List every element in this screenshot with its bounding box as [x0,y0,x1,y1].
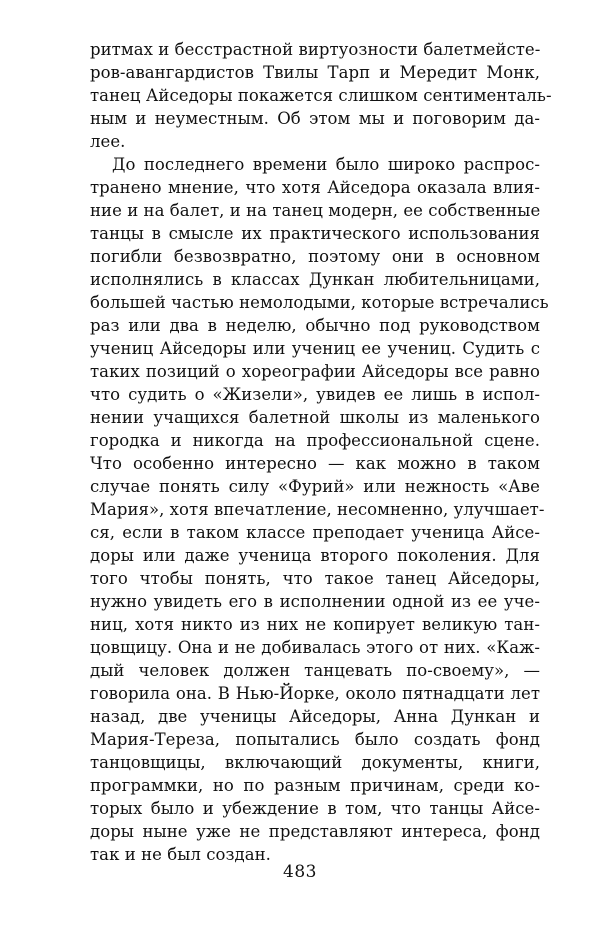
text-line: доры или даже ученица второго поколения. Для [90,546,540,565]
text-line: ся, если в таком классе преподает ученица Айсе- [90,523,540,542]
text-line: говорила она. В Нью-Йорке, около пятнадцати лет [90,684,540,703]
text-line: танцы в смысле их практического использования [90,224,540,243]
text-line: погибли безвозвратно, поэтому они в основном [90,247,540,266]
text-line: дый человек должен танцевать по-своему», — [90,661,540,680]
text-line: случае понять силу «Фурий» или нежность «Аве [90,477,540,496]
text-line: танец Айседоры покажется слишком сентименталь- [90,86,552,105]
text-line: того чтобы понять, что такое танец Айседоры, [90,569,540,588]
text-line: ние и на балет, и на танец модерн, ее собственные [90,201,541,220]
text-line: торых было и убеждение в том, что танцы Айсе- [90,799,540,818]
text-line: назад, две ученицы Айседоры, Анна Дункан и [90,707,540,726]
text-line: Что особенно интересно — как можно в таком [90,454,540,473]
text-line: нужно увидеть его в исполнении одной из ее уче- [90,592,540,611]
text-line: учениц Айседоры или учениц ее учениц. Судить с [90,339,540,358]
text-line: лее. [90,132,126,151]
text-line: доры ныне уже не представляют интереса, фонд [90,822,540,841]
text-line: исполнялись в классах Дункан любительницами, [90,270,540,289]
text-line: программки, но по разным причинам, среди ко- [90,776,540,795]
text-line: транено мнение, что хотя Айседора оказала влия- [90,178,540,197]
text-line: нении учащихся балетной школы из маленького [90,408,540,427]
text-line: Мария», хотя впечатление, несомненно, улучшает- [90,500,545,519]
text-line: ниц, хотя никто из них не копирует великую тан- [90,615,540,634]
text-line: таких позиций о хореографии Айседоры все равно [90,362,540,381]
text-line: танцовщицы, включающий документы, книги, [90,753,540,772]
text-line: городка и никогда на профессиональной сцене. [90,431,540,450]
text-line: Мария-Тереза, попытались было создать фонд [90,730,540,749]
text-line: что судить о «Жизели», увидев ее лишь в испол- [90,385,540,404]
text-line: раз или два в неделю, обычно под руководством [90,316,540,335]
text-line: До последнего времени было широко распрос- [112,155,540,174]
text-line: ров-авангардистов Твилы Тарп и Мередит Монк, [90,63,540,82]
text-line: ным и неуместным. Об этом мы и поговорим да- [90,109,540,128]
text-line: так и не был создан. [90,845,271,864]
body-text [90,38,552,866]
page-number: 483 [283,862,317,882]
text-line: ритмах и бесстрастной виртуозности балетмейсте- [90,40,541,59]
text-line: большей частью немолодыми, которые встречались [90,293,549,312]
text-line: цовщицу. Она и не добивалась этого от них. «Каж- [90,638,540,657]
